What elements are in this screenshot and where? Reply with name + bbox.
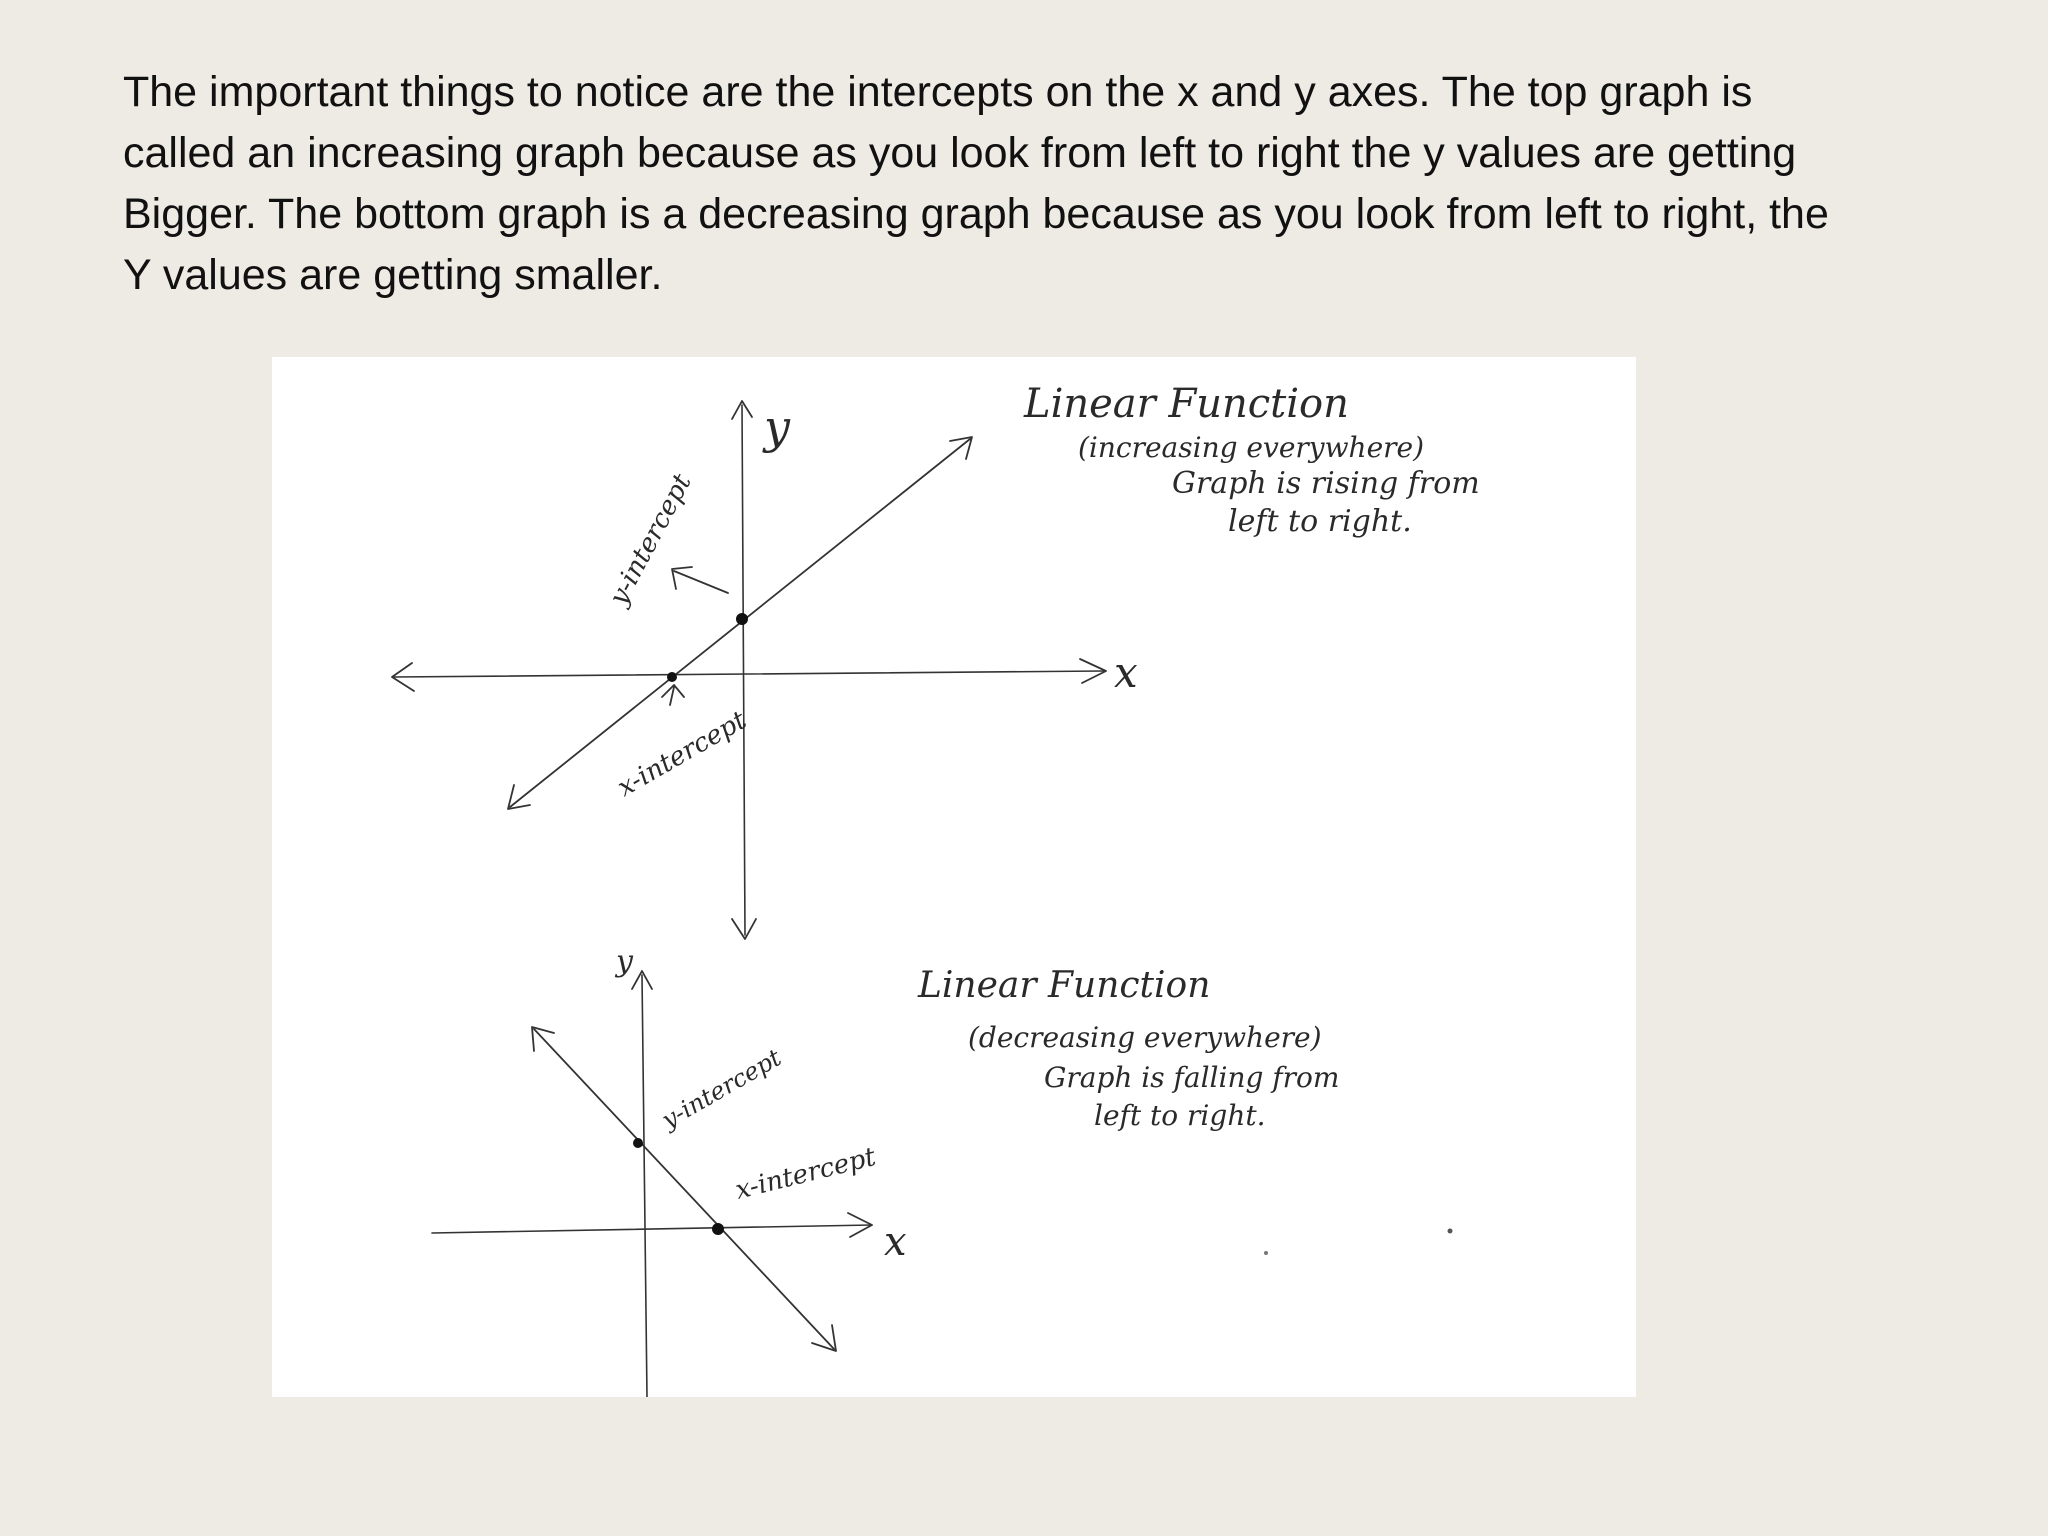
paragraph-line-1: The important things to notice are the intercepts on the x and y axes. The top graph is xyxy=(123,68,1753,116)
bottom-x-axis-label: x xyxy=(884,1219,907,1265)
paragraph-line-2: called an increasing graph because as you look from left to right the y values are getting xyxy=(123,129,1797,177)
bottom-y-intercept-label: y-intercept xyxy=(657,1043,786,1135)
top-y-intercept-point xyxy=(736,613,748,625)
figure-drawing xyxy=(272,357,1636,1397)
explanation-paragraph xyxy=(123,62,2003,306)
scan-speck xyxy=(1264,1251,1268,1255)
bottom-x-intercept-label: x-intercept xyxy=(732,1142,879,1206)
bottom-note-line-1: (decreasing everywhere) xyxy=(968,1021,1322,1054)
paragraph-line-4: Y values are getting smaller. xyxy=(123,251,663,299)
bottom-note-line-3: left to right. xyxy=(1094,1099,1266,1132)
bottom-y-axis-label: y xyxy=(616,944,633,979)
top-y-intercept-label: y-intercept xyxy=(603,469,698,611)
top-note-line-2: Graph is rising from xyxy=(1172,466,1480,501)
paragraph-line-3: Bigger. The bottom graph is a decreasing graph because as you look from left to right, the xyxy=(123,190,1829,238)
top-note-line-1: (increasing everywhere) xyxy=(1078,431,1425,464)
bottom-y-axis xyxy=(642,975,647,1397)
top-y-axis xyxy=(742,405,745,935)
bottom-x-axis xyxy=(432,1225,872,1233)
bottom-y-intercept-point xyxy=(633,1138,643,1148)
top-y-intercept-pointer xyxy=(672,567,728,593)
top-x-intercept-pointer xyxy=(662,685,684,705)
bottom-graph xyxy=(432,944,1339,1397)
top-y-axis-label: y xyxy=(764,400,790,454)
top-x-axis xyxy=(394,671,1104,677)
hand-drawn-figure xyxy=(272,357,1636,1397)
bottom-x-intercept-point xyxy=(712,1223,724,1235)
top-y-axis-arrow-down xyxy=(732,919,756,939)
bottom-note-title: Linear Function xyxy=(918,965,1211,1006)
top-x-intercept-point xyxy=(667,672,677,682)
top-graph xyxy=(392,381,1480,939)
top-note-line-3: left to right. xyxy=(1228,504,1412,539)
bottom-note-line-2: Graph is falling from xyxy=(1044,1061,1340,1094)
scan-speck xyxy=(1448,1229,1453,1234)
top-x-intercept-label: x-intercept xyxy=(612,705,752,804)
top-note-title: Linear Function xyxy=(1024,381,1349,427)
top-x-axis-label: x xyxy=(1114,648,1138,697)
